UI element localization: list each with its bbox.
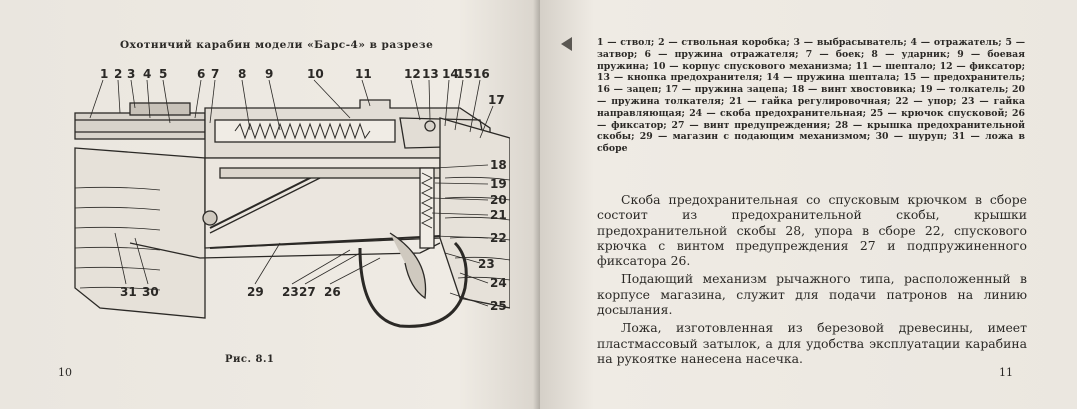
figure-title: Охотничий карабин модели «Барс-4» в разрезе (120, 39, 434, 51)
callout-4: 4 (143, 67, 152, 81)
callout-8: 8 (238, 67, 247, 81)
callout-23b: 23 (282, 285, 299, 299)
callout-31: 31 (120, 285, 137, 299)
callout-10: 10 (307, 67, 324, 81)
callout-3: 3 (127, 67, 136, 81)
callout-18: 18 (490, 158, 507, 172)
callout-23: 23 (478, 257, 495, 271)
callout-20: 20 (490, 193, 507, 207)
callout-30: 30 (142, 285, 159, 299)
callout-11: 11 (355, 67, 372, 81)
callout-27: 27 (299, 285, 316, 299)
callout-12: 12 (404, 67, 421, 81)
page-number-left: 10 (58, 366, 72, 379)
body-text (597, 192, 1027, 369)
callout-2: 2 (114, 67, 123, 81)
callout-13: 13 (422, 67, 439, 81)
paragraph-3: Ложа, изготовленная из березовой древесины, имеет пластмассовый затылок, а для удобства эксплуатации карабина на рукоятке нанесена насечка. (597, 320, 1027, 366)
paragraph-1: Скоба предохранительная со спусковым крючком в сборе состоит из предохранительной скобы, крышки предохранительной скобы 28, упора в сборе 22, спускового крючка с винтом предупреждения 27 и подпружиненного фиксатора 26. (597, 192, 1027, 269)
callout-24: 24 (490, 276, 507, 290)
callout-19: 19 (490, 177, 507, 191)
callout-7: 7 (211, 67, 220, 81)
callout-17: 17 (488, 93, 505, 107)
rifle-cutaway-drawing (60, 58, 510, 348)
page-number-right: 11 (999, 366, 1013, 379)
figure-caption: Рис. 8.1 (225, 354, 275, 365)
callout-1: 1 (100, 67, 109, 81)
callout-16: 16 (473, 67, 490, 81)
callout-21: 21 (490, 208, 507, 222)
callout-5: 5 (159, 67, 168, 81)
callout-22: 22 (490, 231, 507, 245)
figure-legend: 1 — ствол; 2 — ствольная коробка; 3 — выбрасыватель; 4 — отражатель; 5 — затвор; 6 — пружина отражателя; 7 — боек; 8 — ударник; 9 — боевая пружина; 10 — корпус спускового механизма; 11 — шептало; 12 — фиксатор; 13 — кнопка предохранителя; 14 — пружина шептала; 15 — предохранитель; 16 — зацеп; 17 — пружина зацепа; 18 — винт хвостовика; 19 — толкатель; 20 — пружина толкателя; 21 — гайка регулировочная; 22 — упор; 23 — гайка направляющая; 24 — скоба предохранительная; 25 — крючок спусковой; 26 — фиксатор; 27 — винт предупреждения; 28 — крышка предохранительной скобы; 29 — магазин с подающим механизмом; 30 — шуруп; 31 — ложа в сборе (597, 37, 1025, 155)
arrow-marker-icon (561, 37, 572, 51)
callout-25: 25 (490, 299, 507, 313)
callout-6: 6 (197, 67, 206, 81)
callout-14: 14 (442, 67, 459, 81)
callout-29: 29 (247, 285, 264, 299)
callout-26: 26 (324, 285, 341, 299)
callout-15: 15 (456, 67, 473, 81)
paragraph-2: Подающий механизм рычажного типа, расположенный в корпусе магазина, служит для подачи патронов на линию досылания. (597, 271, 1027, 318)
callout-9: 9 (265, 67, 274, 81)
